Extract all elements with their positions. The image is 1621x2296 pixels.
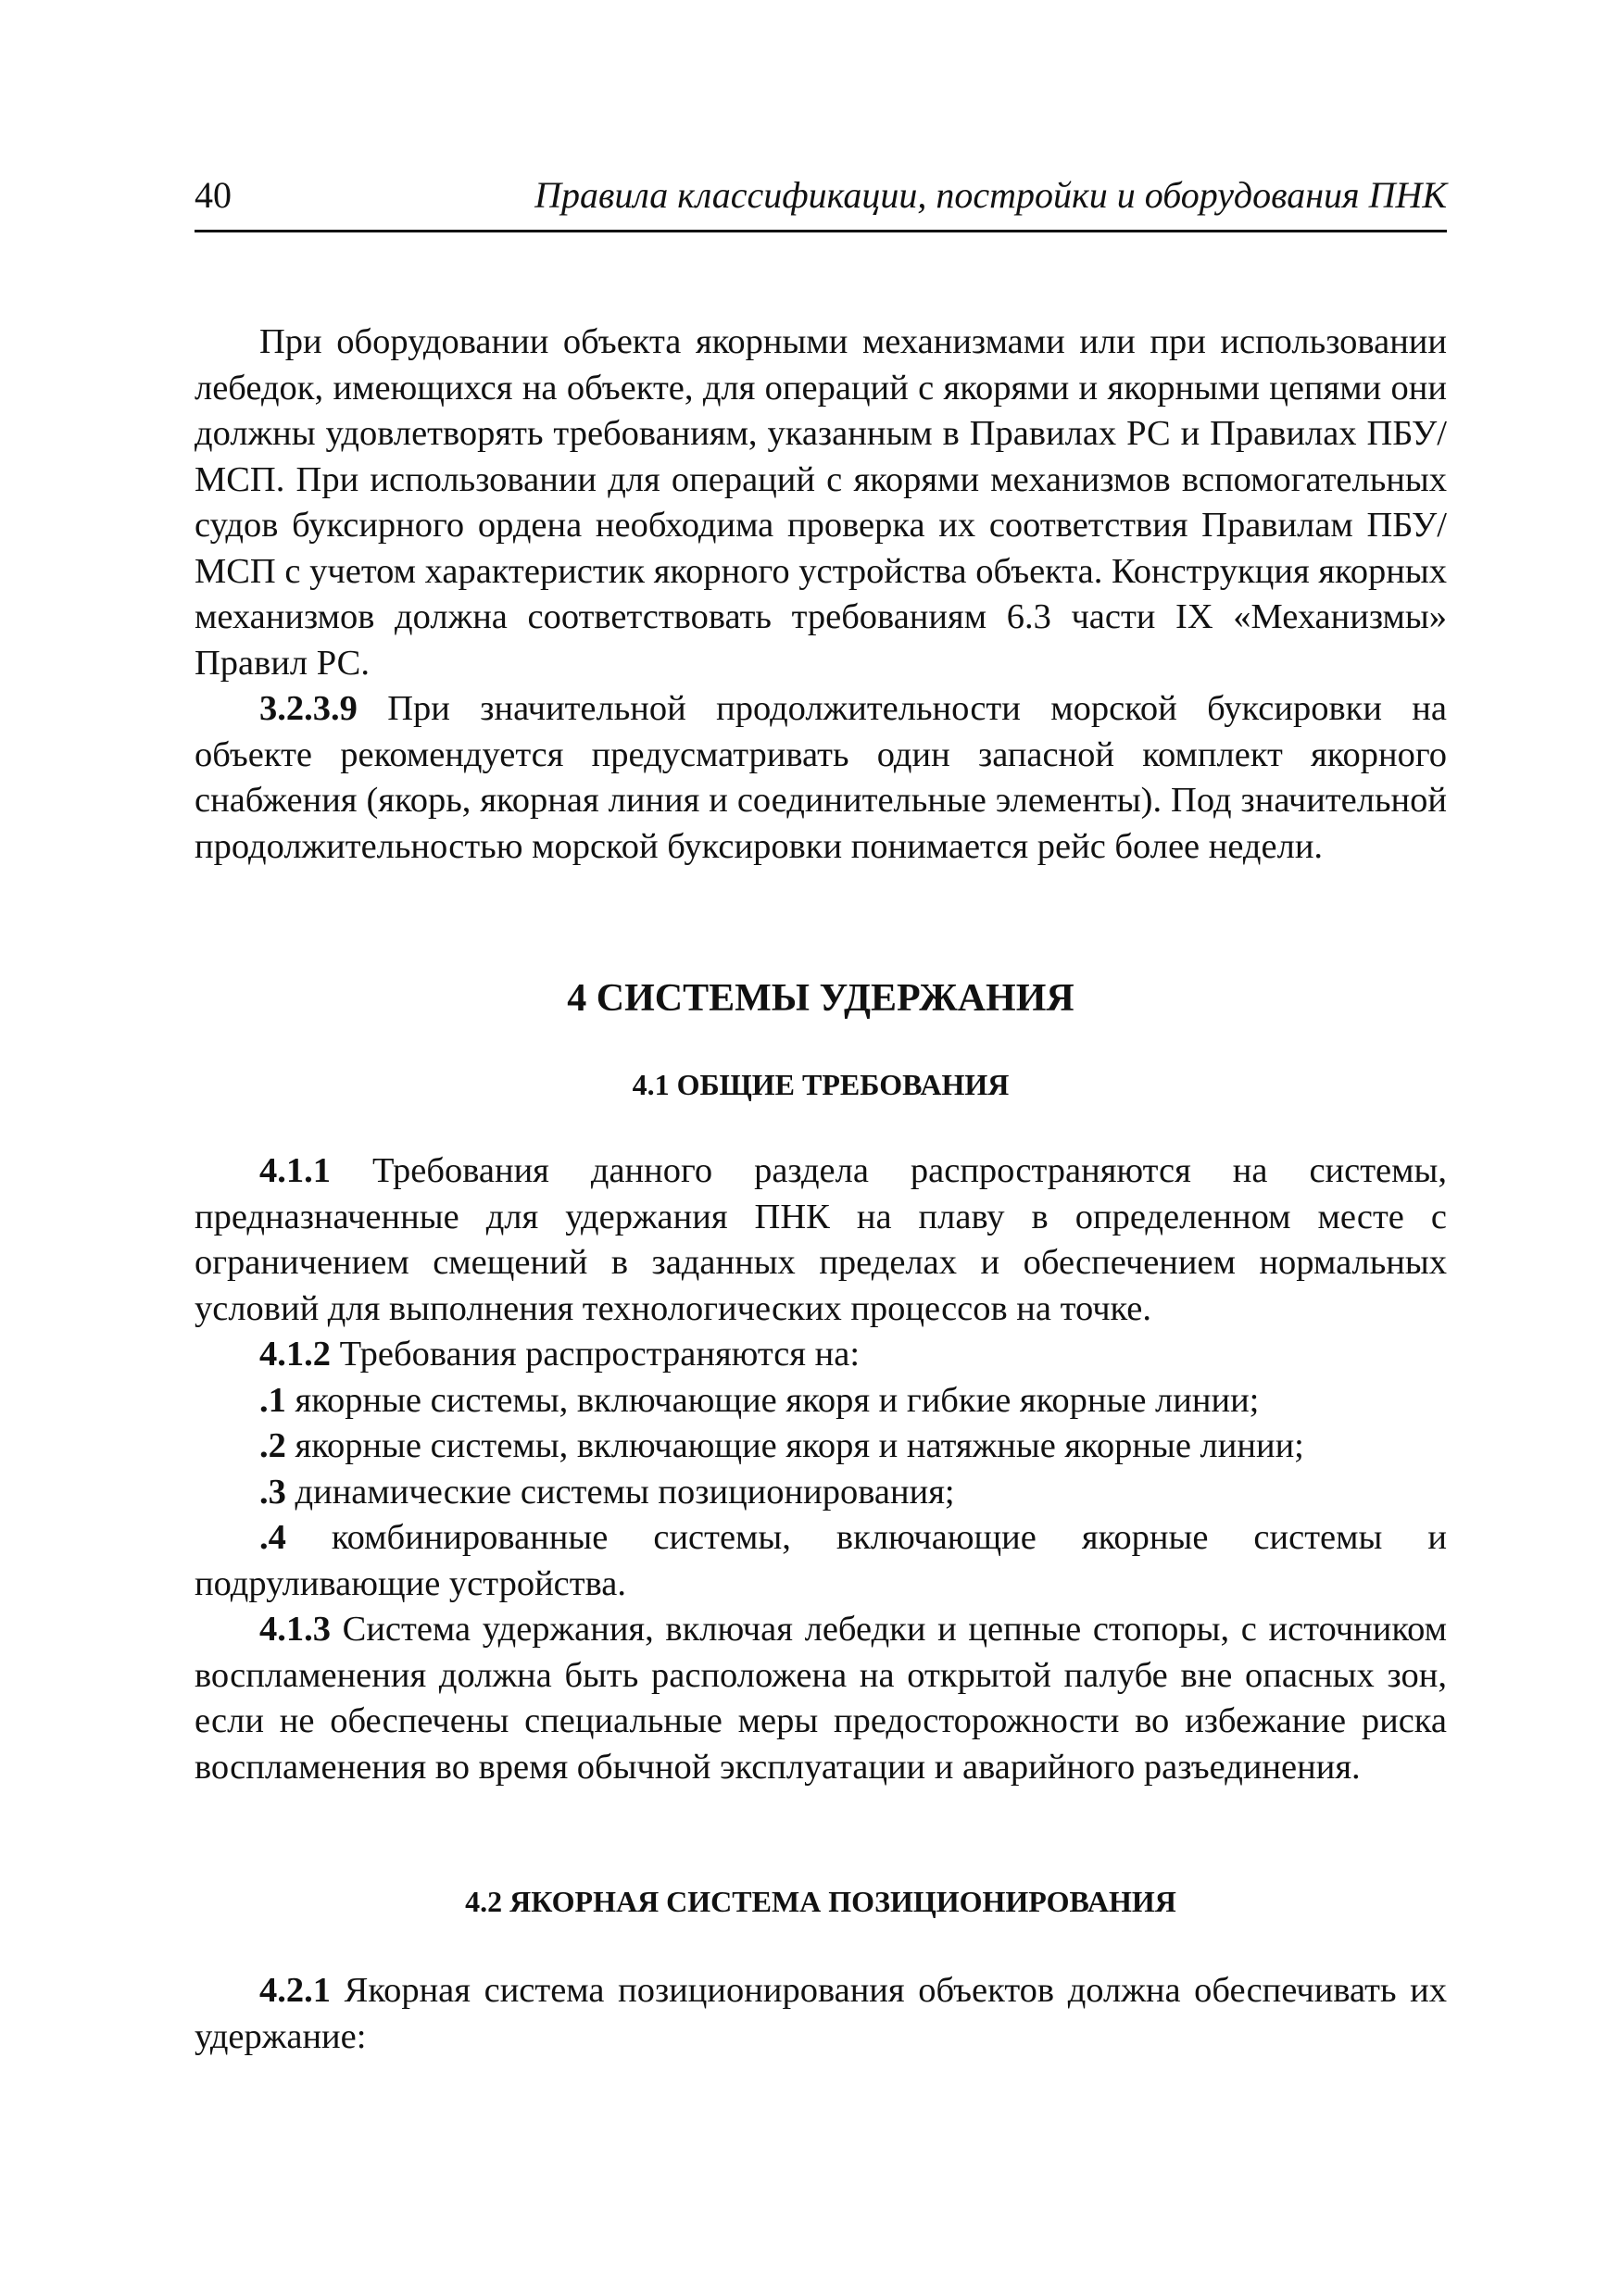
clause-number: 4.1.1 <box>259 1151 331 1190</box>
clause-number: 4.1.3 <box>259 1610 331 1649</box>
paragraph-anchor-mechanisms: При оборудовании объекта якорными механизмами или при использовании лебедок, имеющихся на объекте, для операций с якорями и якорными цепями они должны удовлетворять требованиям, указанным в Правилах РС и Правилах ПБУ/МСП. При использовании для операций с якорями механизмов вспомогательных судов буксирного ордена необходима проверка их соответствия Правилам ПБУ/МСП с учетом характеристик якорного устройства объекта. Конструкция якорных механизмов должна соответствовать требованиям 6.3 части IX «Механизмы» Правил РС. <box>195 322 1447 683</box>
text-block-top <box>195 320 1447 870</box>
item-number: .4 <box>259 1518 286 1557</box>
clause-number: 4.2.1 <box>259 1971 331 2010</box>
item-text: якорные системы, включающие якоря и гибкие якорные линии; <box>285 1380 1260 1420</box>
paragraph-3-2-3-9 <box>195 686 1447 870</box>
item-number: .3 <box>259 1472 286 1512</box>
item-text: комбинированные системы, включающие якорные системы и подруливающие устройства. <box>195 1518 1447 1603</box>
clause-number: 3.2.3.9 <box>259 689 358 728</box>
item-text: динамические системы позиционирования; <box>285 1472 955 1512</box>
paragraph-4-2-1 <box>195 1968 1447 2060</box>
clause-text: Требования распространяются на: <box>331 1335 861 1374</box>
subsection-heading-4-2: 4.2 ЯКОРНАЯ СИСТЕМА ПОЗИЦИОНИРОВАНИЯ <box>465 1885 1176 1918</box>
text-block-4-1 <box>195 1148 1447 1790</box>
item-number: .1 <box>259 1380 286 1420</box>
running-header <box>195 172 1447 232</box>
list-item <box>195 1424 1447 1470</box>
clause-number: 4.1.2 <box>259 1335 331 1374</box>
list-item <box>195 1470 1447 1516</box>
clause-text: Система удержания, включая лебедки и цепные стопоры, с источником воспламенения должна быть расположена на открытой палубе вне опасных зон, если не обеспечены специальные меры предосторожности во избежание риска воспламенения во время обычной эксплуатации и аварийного разъединения. <box>195 1610 1447 1787</box>
subsection-heading-4-1: 4.1 ОБЩИЕ ТРЕБОВАНИЯ <box>632 1068 1010 1101</box>
text-block-4-2 <box>195 1968 1447 2060</box>
running-title: Правила классификации, постройки и оборудования ПНК <box>534 174 1447 216</box>
clause-text: Требования данного раздела распространяются на системы, предназначенные для удержания ПНК на плаву в определенном месте с ограничением смещений в заданных пределах и обеспечением нормальных условий для выполнения технологических процессов на точке. <box>195 1151 1447 1328</box>
list-item <box>195 1515 1447 1607</box>
paragraph-4-1-2 <box>195 1332 1447 1378</box>
item-number: .2 <box>259 1426 286 1465</box>
paragraph-4-1-3 <box>195 1607 1447 1790</box>
item-text: якорные системы, включающие якоря и натяжные якорные линии; <box>285 1426 1304 1465</box>
paragraph-4-1-1 <box>195 1148 1447 1332</box>
section-heading: 4 СИСТЕМЫ УДЕРЖАНИЯ <box>567 977 1074 1020</box>
list-item <box>195 1378 1447 1424</box>
clause-text: При значительной продолжительности морской буксировки на объекте рекомендуется предусматривать один запасной комплект якорного снабжения (якорь, якорная линия и соединительные элементы). Под значительной продолжительностью морской буксировки понимается рейс более недели. <box>195 689 1447 866</box>
clause-text: Якорная система позиционирования объектов должна обеспечивать их удержание: <box>195 1971 1447 2056</box>
page-number: 40 <box>195 174 232 216</box>
